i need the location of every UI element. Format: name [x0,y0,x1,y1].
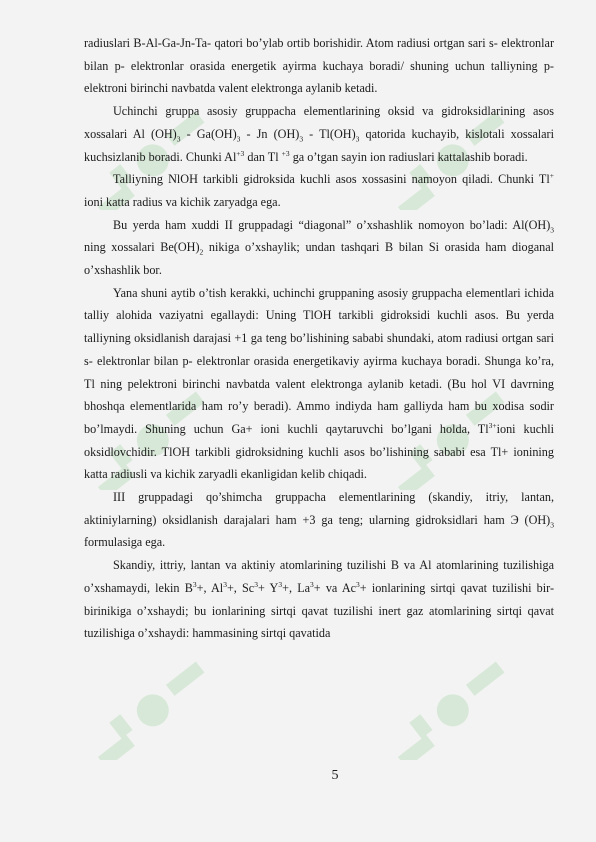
text-run: - Tl(OH) [303,126,356,141]
paragraph [84,100,554,168]
superscript: +3 [281,148,290,158]
page-number: 5 [331,768,339,783]
superscript: +3 [236,148,245,158]
watermark-logo [60,660,240,760]
subscript: 3 [299,134,304,144]
subscript: 3 [550,225,554,235]
superscript: 3 [254,579,258,589]
subscript: 3 [355,134,360,144]
text-run: ga o’tgan sayin ion radiuslari kattalashib boradi. [289,149,528,164]
text-run: + ionlarining sirtqi qavat tuzilishi bir-birinikiga o’xshaydi; bu ionlarining sirtqi qavat tuzilishi inert gaz atomlarining sirtqi qavat tuzilishiga o’xshaydi: hammasining sirtqi qavatida [84,580,555,641]
body-text [84,32,554,645]
text-run: Uchinchi gruppa asosiy gruppacha elementlarining oksid va gidroksidlarining asos xossalari Al (OH) [84,104,554,141]
paragraph [84,486,554,554]
text-run: Talliyning NlOH tarkibli gidroksida kuchli asos xossasini namoyon qiladi. Chunki Tl [113,172,550,187]
subscript: 3 [550,520,554,530]
text-run: Yana shuni aytib o’tish kerakki, uchinchi gruppaning asosiy gruppacha elementlari ichida talliy alohida vaziyatni egallaydi: Uning TlOH tarkibli gidroksidi kuchli asos. Bu yerda talliyning oksidlanish darajasi +1 ga teng bo’lishining sababi shundaki, atom radiusi ortgan sari s- elektronlar bilan p- elektronlar orasida energetikaviy ayirma kuchaya boradi. Shunga ko’ra, Tl ning pelektroni birinchi navbatda valent elektronga aylanib ketadi. (Bu hol VI davrning bhoshqa elementlarida ham ro’y beradi). Ammo indiyda ham galliyda ham bu xodisa sodir bo’lmaydi. Shuning uchun Ga+ ioni kuchli qaytaruvchi bo’lgani holda, Tl [84,285,554,436]
text-run: dan Tl [244,149,282,164]
paragraph [84,554,554,645]
superscript: 3 [356,579,360,589]
text-run: ioni kuchli oksidlovchidir. TlOH tarkibli gidroksidning kuchli asos bo’lishining sababi esa Tl+ ionining katta radiusli va kichik zaryadli ekanligidan kelib chiqadi. [84,421,554,482]
superscript: 3 [278,579,283,589]
paragraph [84,168,554,213]
text-run: +, Sc [226,580,255,595]
superscript: + [549,171,554,181]
paragraph [84,214,554,282]
text-run: - Jn (OH) [240,126,300,141]
subscript: 2 [199,247,204,257]
text-run: nikiga o’xshaylik; undan tashqari B bilan Si orasida ham dioganal o’xshashlik bor. [84,240,554,278]
subscript: 3 [236,134,241,144]
superscript: 3 [310,579,314,589]
text-run: qatorida kuchayib, kislotali xossalari kuchsizlanib boradi. Chunki Al [84,126,554,164]
text-run: III gruppadagi qo’shimcha gruppacha elementlarining (skandiy, itriy, lantan, aktiniylarning) oksidlanish darajalari ham +3 ga teng; ularning gidroksidlari ham Э (OH) [84,490,554,527]
superscript: 3 [223,579,227,589]
text-run: +, Al [196,580,224,595]
paragraph [84,32,554,100]
text-run: - Ga(OH) [180,126,237,141]
text-run: + Y [257,580,279,595]
text-run: formulasiga ega. [84,535,166,550]
paragraph [84,282,554,486]
text-run: +, La [282,580,311,595]
superscript: 3+ [488,420,497,430]
watermark-logo [360,660,540,760]
subscript: 3 [176,134,181,144]
text-run: ioni katta radius va kichik zaryadga ega. [84,194,281,209]
superscript: 3 [192,579,197,589]
text-run: Bu yerda ham xuddi II gruppadagi “diagonal” o’xshashlik nomoyon bo’ladi: Al(OH) [113,217,551,232]
text-run: + va Ac [313,580,357,595]
text-run: radiuslari B-Al-Ga-Jn-Ta- qatori bo’ylab ortib borishidir. Atom radiusi ortgan sari s- elektronlar bilan p- elektronlar orasida energetik ayirma kuchaya boradi/ shuning uchun talliyning p-elektroni birinchi navbatda valent elektronga aylanib ketadi. [84,36,554,96]
text-run: ning xossalari Be(OH) [84,240,200,255]
text-run: Skandiy, ittriy, lantan va aktiniy atomlarining tuzilishi B va Al atomlarining tuzilishiga o’xshamaydi, lekin B [84,558,554,595]
